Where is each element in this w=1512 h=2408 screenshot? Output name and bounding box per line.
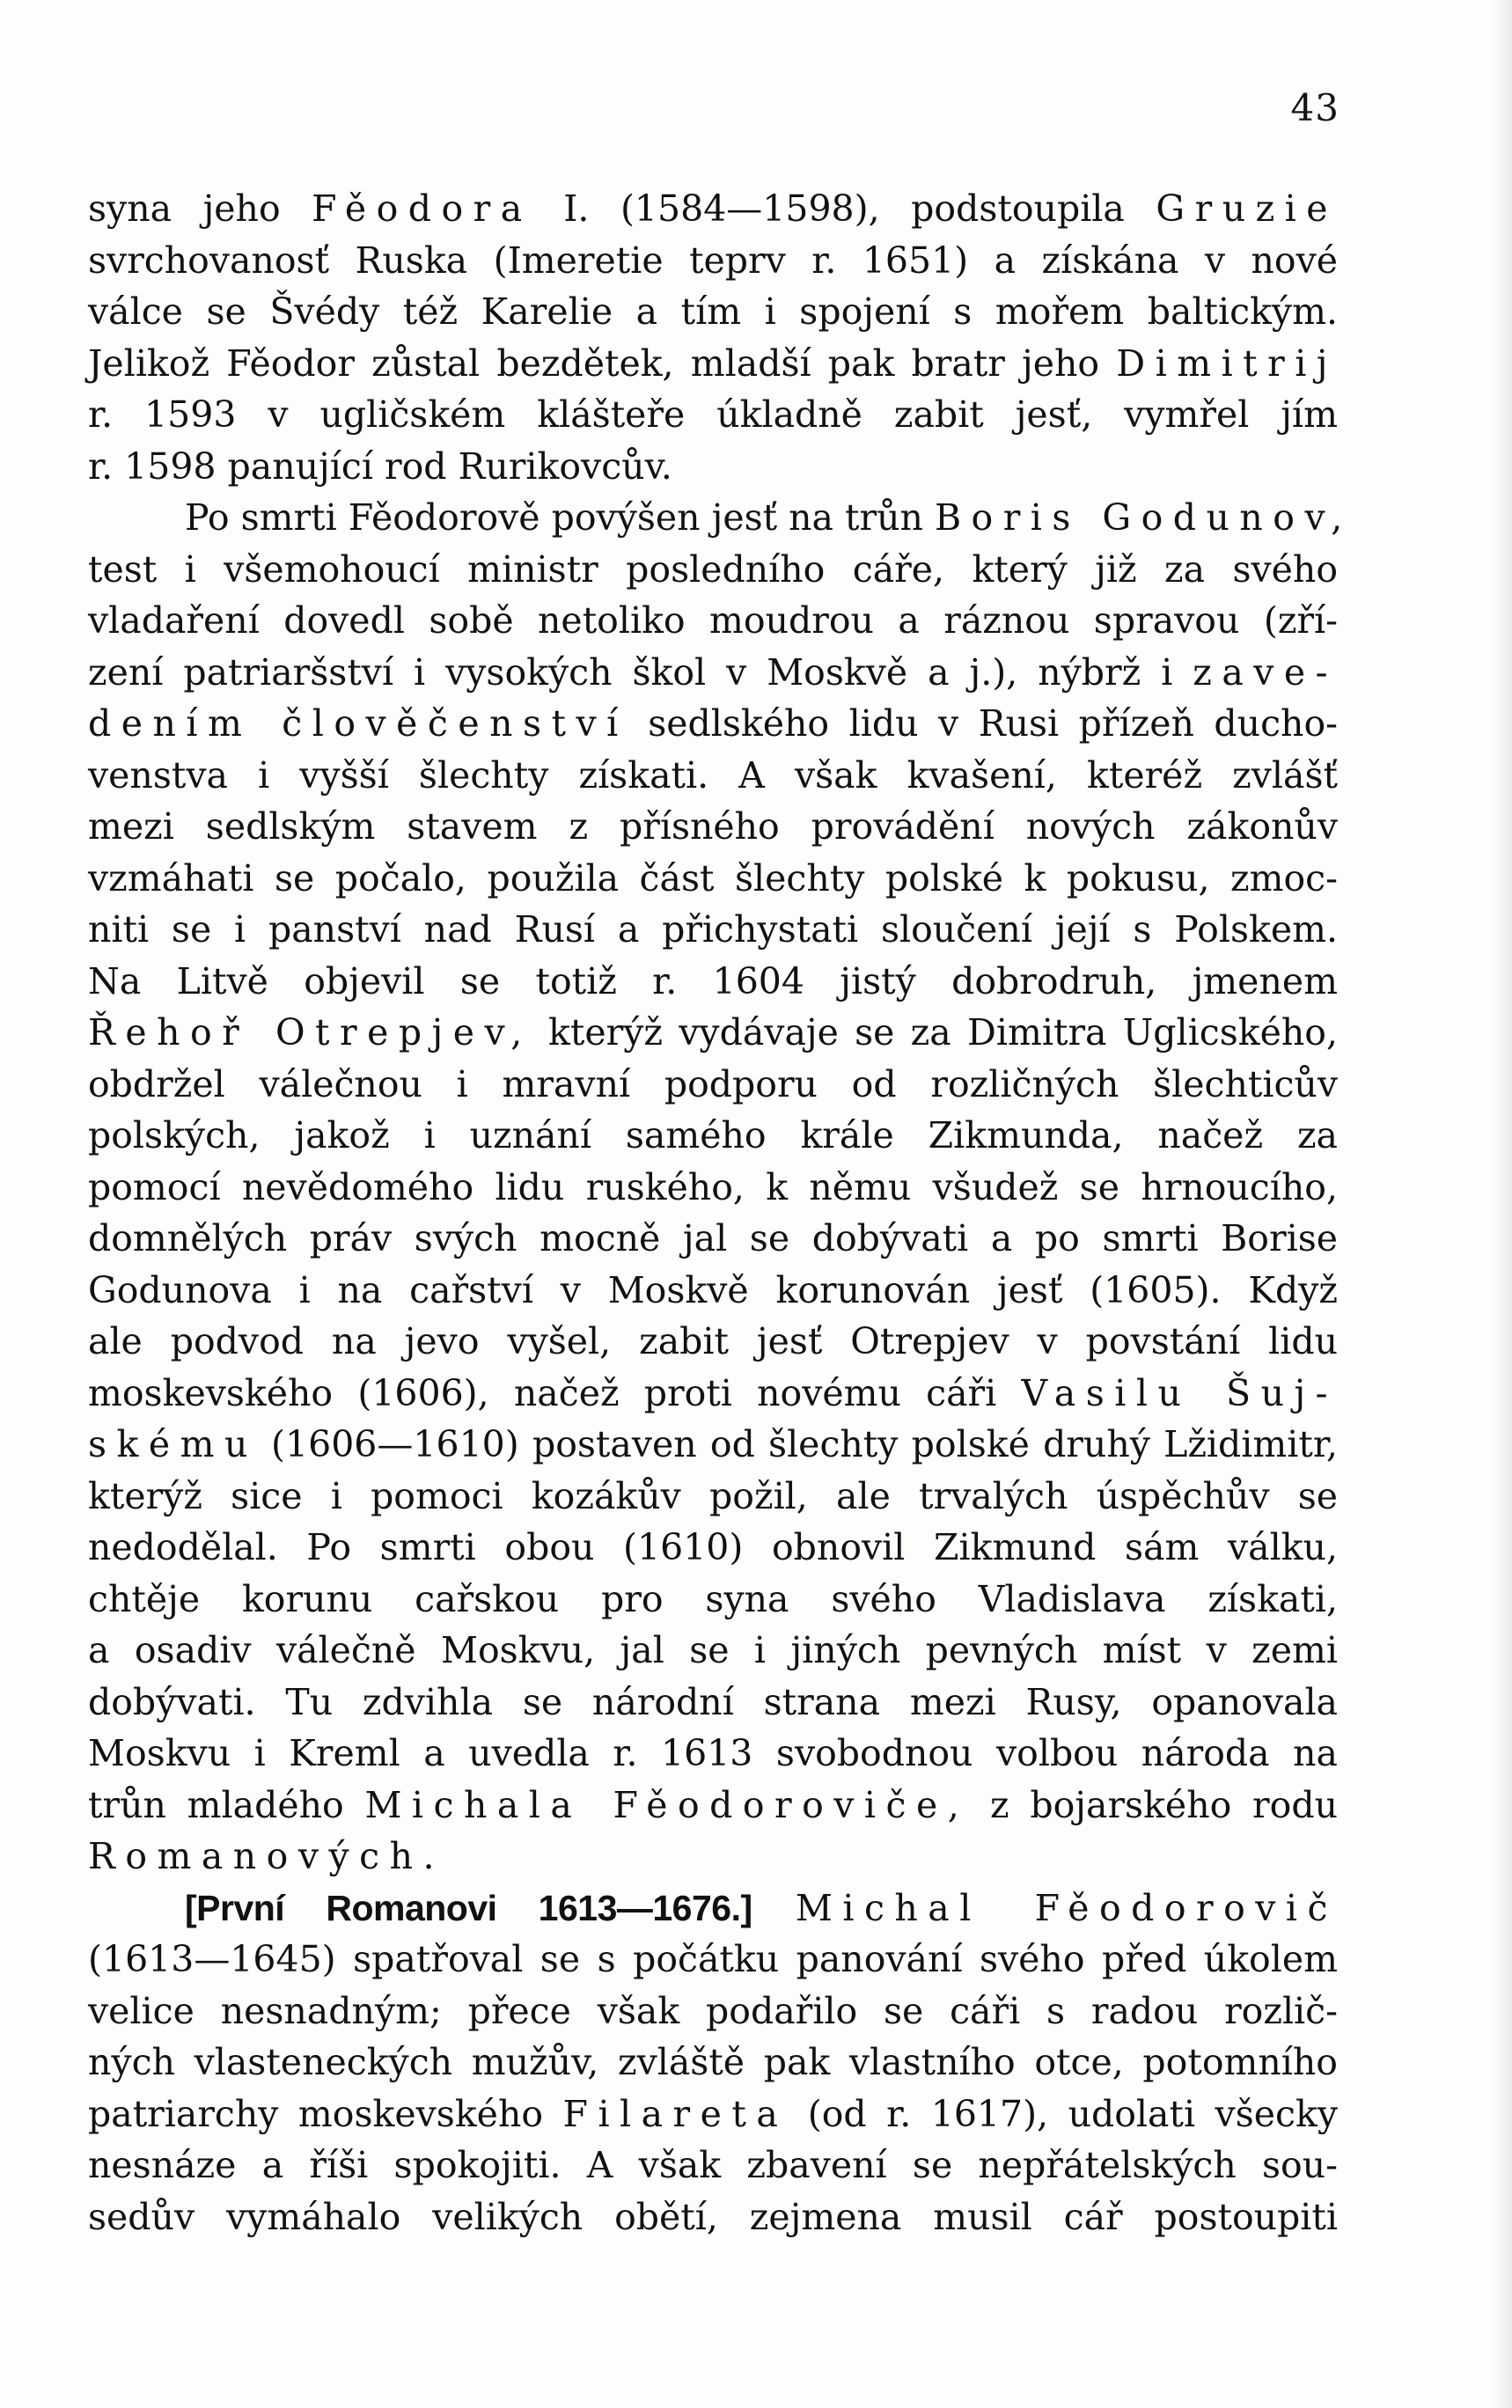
text-run: nedodělal. Po smrti obou (1610) obnovil Zikmund sám válku, [88, 1526, 1338, 1568]
text-run: patriarchy moskevského [88, 2092, 563, 2135]
text-run: domnělých práv svých mocně jal se dobývati a po smrti Borise [88, 1217, 1338, 1259]
text-run: sedlského lidu v Rusi přízeň ducho- [628, 702, 1338, 745]
text-run: Na Litvě objevil se totiž r. 1604 jistý dobrodruh, jmenem [88, 959, 1338, 1002]
text-line [88, 1522, 1338, 1574]
body-text [88, 183, 1353, 2243]
text-run: svrchovanosť Ruska (Imeretie teprv r. 1651) a získána v nové [88, 239, 1338, 282]
text-run: kterýž vydávaje se za Dimitra Uglicského, [532, 1011, 1339, 1054]
text-line [88, 1007, 1338, 1059]
text-line [88, 1728, 1338, 1780]
text-line [88, 1574, 1338, 1626]
spaced-name: Gruzie [1156, 187, 1339, 230]
text-line [88, 1265, 1338, 1317]
text-run: polských, jakož i uznání samého krále Zikmunda, načež za [88, 1114, 1338, 1156]
text-line [88, 286, 1338, 338]
spaced-name: dením člověčenství [88, 702, 628, 745]
text-run: vzmáhati se počalo, použila část šlechty polské k pokusu, zmoc- [88, 856, 1338, 899]
text-line [88, 750, 1338, 802]
text-line [88, 389, 1338, 441]
text-run: zení patriaršství i vysokých škol v Moskvě a j.), nýbrž i [88, 650, 1193, 694]
spaced-name: Michal Fěodorovič [795, 1886, 1338, 1929]
text-line [88, 956, 1338, 1008]
text-line [88, 2191, 1338, 2243]
text-run: (1606—1610) postaven od šlechty polské druhý Lžidimitr, [257, 1423, 1338, 1465]
text-line [88, 1471, 1338, 1523]
text-run: niti se i panství nad Rusí a přichystati sloučení její s Polskem. [88, 908, 1338, 951]
text-run: pomocí nevědomého lidu ruského, k němu všudež se hrnoucího, [88, 1165, 1338, 1208]
text-line [88, 698, 1338, 750]
text-run: syna jeho [88, 187, 312, 230]
text-run: ale podvod na jevo vyšel, zabit jesť Otrepjev v povstání lidu [88, 1320, 1338, 1362]
text-run: nesnáze a říši spokojiti. A však zbavení se nepřátelských sou- [88, 2144, 1338, 2186]
text-run: chtěje korunu cařskou pro syna svého Vladislava získati, [88, 1577, 1338, 1620]
text-run: kterýž sice i pomoci kozákův požil, ale trvalých úspěchův se [88, 1474, 1338, 1517]
text-run: válce se Švédy též Karelie a tím i spojení s mořem baltickým. [88, 290, 1338, 333]
paragraph-start-line [88, 492, 1353, 544]
text-run: a osadiv válečně Moskvu, jal se i jiných pevných míst v zemi [88, 1629, 1338, 1671]
text-line [88, 1419, 1338, 1471]
text-run: sedův vymáhalo velikých obětí, zejmena musil cář postoupiti [88, 2195, 1338, 2238]
text-line [88, 2140, 1338, 2191]
text-run: vladaření dovedl sobě netoliko moudrou a ráznou spravou (zří- [88, 599, 1338, 642]
text-line [88, 235, 1338, 287]
text-run: Godunova i na cařství v Moskvě korunován jesť (1605). Když [88, 1268, 1338, 1311]
page-edge-shadow [1493, 0, 1512, 2408]
text-run: (od r. 1617), udolati všecky [788, 2092, 1338, 2135]
spaced-name: Michala Fěodoroviče, [364, 1783, 970, 1826]
spaced-name: Vasilu Šuj- [1021, 1371, 1338, 1414]
spaced-name: Boris Godunov, [934, 496, 1353, 539]
text-line [88, 1780, 1338, 1832]
text-run: venstva i vyšší šlechty získati. A však kvašení, kteréž zvlášť [88, 753, 1338, 797]
text-run: Po smrti Fěodorově povýšen jesť na trůn [185, 496, 935, 539]
section-heading: [První Romanovi 1613—1676.] [185, 1887, 752, 1928]
text-run: moskevského (1606), načež proti novému cáři [88, 1371, 1022, 1414]
text-line [88, 1831, 1338, 1883]
text-line [88, 647, 1338, 699]
text-line [88, 1986, 1338, 2037]
text-run: z bojarského rodu [969, 1783, 1338, 1826]
text-line [88, 1213, 1338, 1265]
text-line [88, 544, 1338, 596]
spaced-name: skému [88, 1423, 258, 1465]
text-line [88, 183, 1338, 235]
spaced-name: zave- [1193, 650, 1338, 694]
text-run: r. 1593 v ugličském klášteře úkladně zabit jesť, vymřel jím [88, 393, 1338, 436]
text-line [88, 2089, 1338, 2140]
text-run: (1613—1645) spatřoval se s počátku panování svého před úkolem [88, 1938, 1338, 1980]
text-run: mezi sedlským stavem z přísného provádění nových zákonův [88, 805, 1338, 848]
text-line [88, 1625, 1338, 1677]
spaced-name: Řehoř Otrepjev, [88, 1011, 532, 1054]
text-line [88, 801, 1338, 853]
text-run: test i všemohoucí ministr posledního cáře, který již za svého [88, 547, 1338, 591]
text-run: dobývati. Tu zdvihla se národní strana mezi Rusy, opanovala [88, 1680, 1338, 1723]
text-line [88, 1162, 1338, 1214]
text-run: obdržel válečnou i mravní podporu od rozličných šlechticův [88, 1062, 1338, 1105]
text-line [88, 1934, 1338, 1986]
text-run: I. (1584—1598), podstoupila [532, 187, 1156, 230]
text-run [752, 1887, 796, 1929]
text-run: trůn mladého [88, 1783, 365, 1826]
text-line [88, 595, 1338, 647]
text-run: Jelikož Fěodor zůstal bezdětek, mladší pak bratr jeho [88, 341, 1117, 385]
spaced-name: Filareta [562, 2092, 789, 2135]
spaced-name: Dimitrij [1116, 341, 1338, 385]
text-run: velice nesnadným; přece však podařilo se cáři s radou rozlič- [88, 1989, 1338, 2032]
text-run: ných vlasteneckých mužův, zvláště pak vlastního otce, potomního [88, 2041, 1338, 2083]
text-line [88, 904, 1338, 956]
text-line [88, 853, 1338, 905]
text-line [88, 1368, 1338, 1420]
text-run: Moskvu i Kreml a uvedla r. 1613 svobodnou volbou národa na [88, 1732, 1338, 1774]
text-line [88, 1677, 1338, 1729]
page-number: 43 [1290, 86, 1340, 129]
text-line [88, 1059, 1338, 1111]
text-run: r. 1598 panující rod Rurikovcův. [88, 444, 672, 488]
spaced-name: Fěodora [312, 187, 532, 230]
text-line [88, 1316, 1338, 1368]
text-line [88, 441, 1338, 493]
spaced-name: Romanových. [88, 1835, 444, 1877]
text-line [88, 2037, 1338, 2089]
paragraph-start-line [88, 1883, 1338, 1934]
text-line [88, 338, 1338, 390]
text-line [88, 1110, 1338, 1162]
